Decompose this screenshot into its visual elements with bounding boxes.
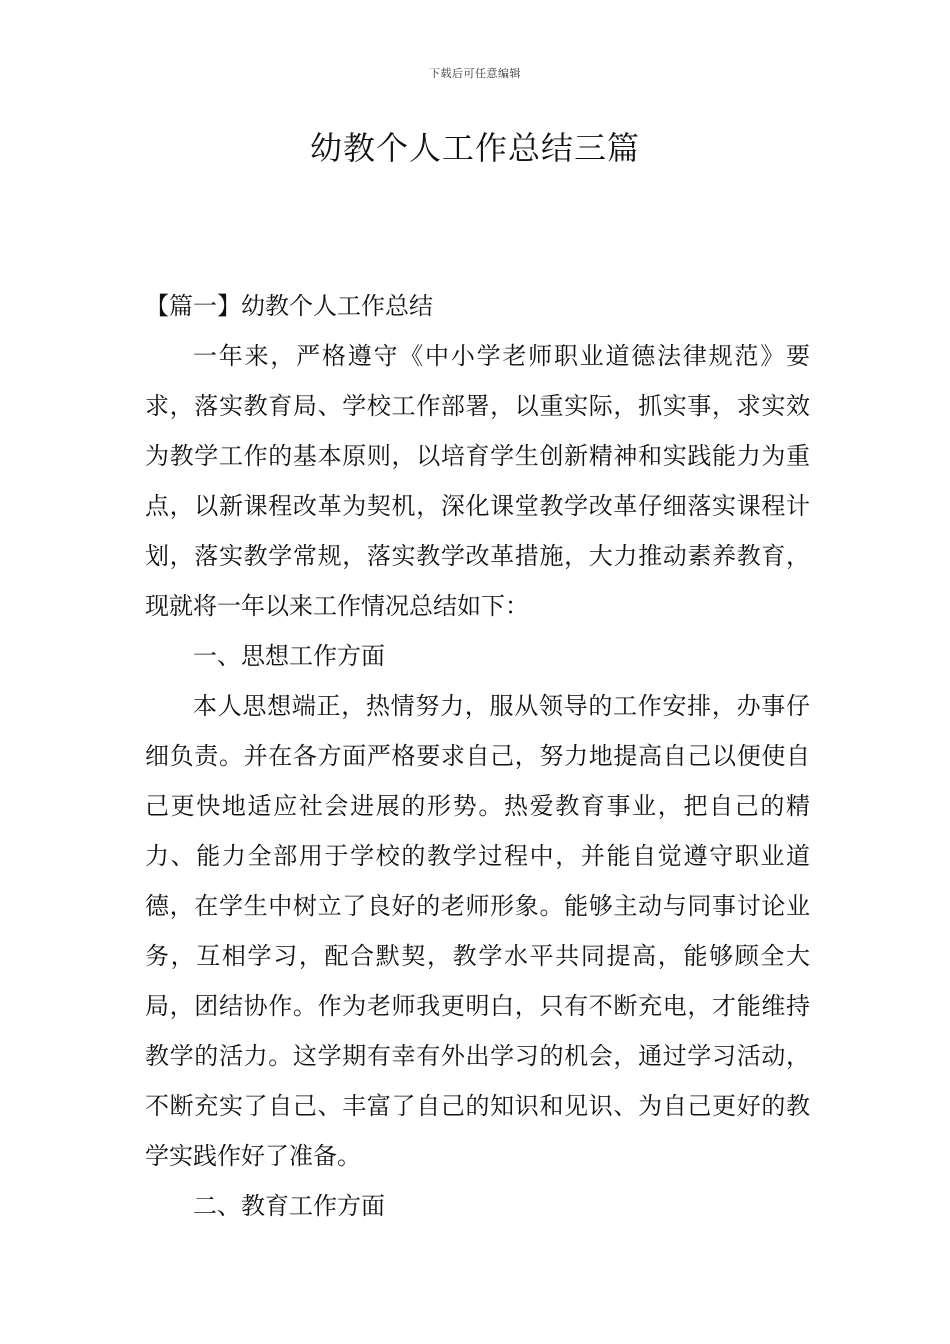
subheading-education: 二、教育工作方面 bbox=[193, 1192, 385, 1220]
header-note: 下载后可任意编辑 bbox=[429, 67, 521, 80]
subheading-ideology: 一、思想工作方面 bbox=[193, 642, 385, 670]
document-body bbox=[145, 281, 810, 1231]
intro-paragraph: 一年来，严格遵守《中小学老师职业道德法律规范》要求，落实教育局、学校工作部署，以重实际，抓实事，求实效为教学工作的基本原则，以培育学生创新精神和实践能力为重点，以新课程改革为契机，深化课堂教学改革仔细落实课程计划，落实教学常规，落实教学改革措施，大力推动素养教育，现就将一年以来工作情况总结如下： bbox=[145, 342, 810, 620]
section-title: 【篇一】幼教个人工作总结 bbox=[145, 292, 433, 320]
document-title: 幼教个人工作总结三篇 bbox=[309, 129, 640, 167]
ideology-paragraph: 本人思想端正，热情努力，服从领导的工作安排，办事仔细负责。并在各方面严格要求自己，努力地提高自己以便使自己更快地适应社会进展的形势。热爱教育事业，把自己的精力、能力全部用于学校的教学过程中，并能自觉遵守职业道德，在学生中树立了良好的老师形象。能够主动与同事讨论业务，互相学习，配合默契，教学水平共同提高，能够顾全大局，团结协作。作为老师我更明白，只有不断充电，才能维持教学的活力。这学期有幸有外出学习的机会，通过学习活动，不断充实了自己、丰富了自己的知识和见识、为自己更好的教学实践作好了准备。 bbox=[145, 692, 810, 1170]
